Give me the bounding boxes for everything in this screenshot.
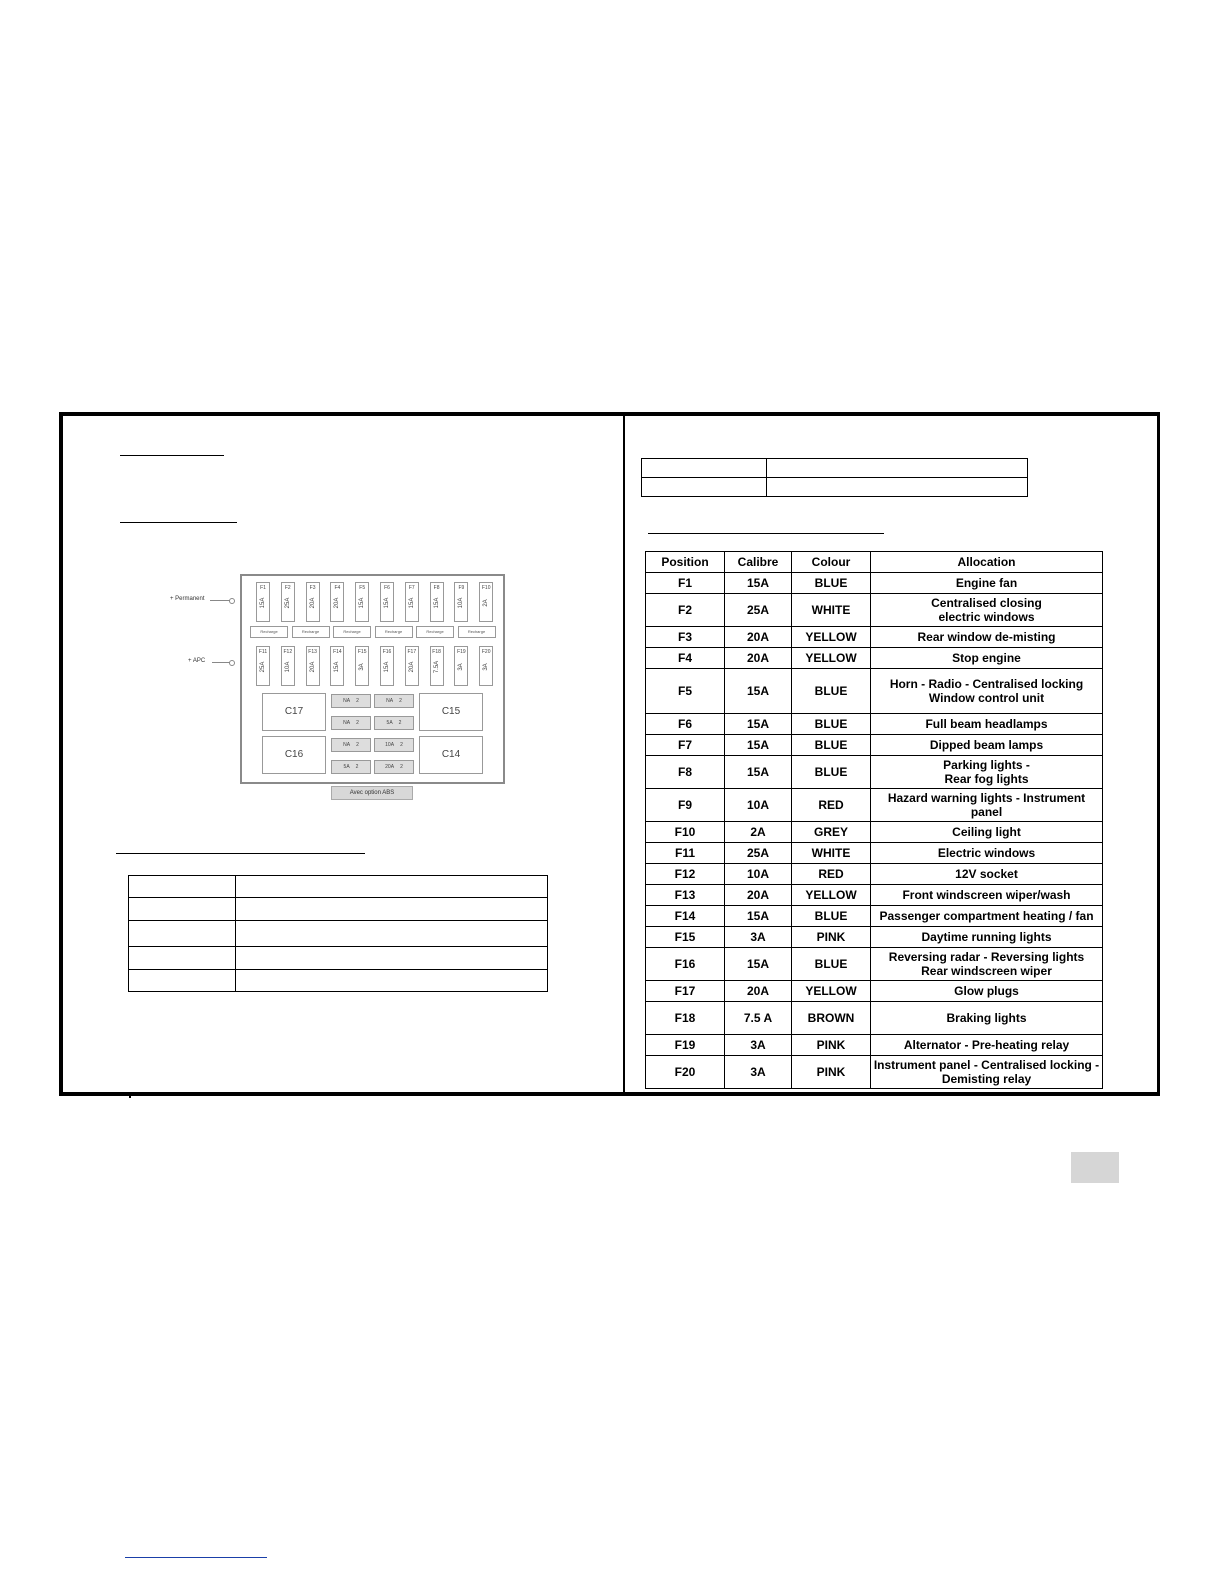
fuse-slot	[256, 582, 270, 622]
column-divider	[623, 416, 625, 1092]
cell-allocation: Full beam headlamps	[871, 714, 1103, 735]
cell-colour: BLUE	[792, 714, 871, 735]
fuse-slot	[454, 582, 468, 622]
relay-slot	[374, 694, 414, 708]
relay-mark: 2	[400, 742, 403, 748]
fuse-allocation-table	[645, 551, 1103, 1089]
heading-underline-1	[120, 455, 224, 456]
fuse-value: 3A	[483, 663, 490, 671]
relay-label: NA	[343, 742, 351, 748]
cell-calibre: 7.5 A	[725, 1002, 792, 1035]
cell-colour: BLUE	[792, 948, 871, 981]
fuse-value: 20A	[309, 597, 316, 609]
fuse-id: F16	[382, 649, 392, 655]
cell-calibre: 3A	[725, 1035, 792, 1056]
cell-calibre: 15A	[725, 735, 792, 756]
cell-position: F1	[646, 573, 725, 594]
table-row	[646, 1002, 1103, 1035]
fuse-value: 15A	[334, 661, 341, 673]
cell-allocation: Stop engine	[871, 648, 1103, 669]
table-cell	[642, 478, 767, 497]
cell-colour: BLUE	[792, 669, 871, 714]
fuse-value: 25A	[284, 597, 291, 609]
table-row	[129, 876, 548, 898]
cell-colour: YELLOW	[792, 885, 871, 906]
table-row	[646, 714, 1103, 735]
fuse-slot	[330, 582, 344, 622]
fuse-id: F1	[260, 585, 266, 591]
permanent-label: + Permanent	[170, 596, 205, 602]
cell-calibre: 20A	[725, 648, 792, 669]
table-cell	[236, 898, 548, 921]
table-row	[646, 885, 1103, 906]
cell-allocation: Electric windows	[871, 843, 1103, 864]
table-cell	[236, 876, 548, 898]
relay-slot	[331, 738, 371, 752]
cell-colour: PINK	[792, 1035, 871, 1056]
relay-slot	[331, 716, 371, 730]
relay-label: 5A	[386, 720, 393, 726]
table-row	[646, 573, 1103, 594]
cell-calibre: 20A	[725, 981, 792, 1002]
cell-calibre: 15A	[725, 756, 792, 789]
allocation-line: panel	[970, 805, 1003, 819]
table-row	[129, 970, 548, 992]
cell-colour: GREY	[792, 822, 871, 843]
relay-label: 20A	[385, 764, 395, 770]
cell-position: F16	[646, 948, 725, 981]
apc-arrow	[212, 662, 232, 663]
fuse-id: F19	[457, 649, 466, 655]
cell-calibre: 15A	[725, 573, 792, 594]
cell-calibre: 20A	[725, 627, 792, 648]
cell-allocation: Front windscreen wiper/wash	[871, 885, 1103, 906]
fuse-id: F6	[384, 585, 390, 591]
relay-mark: 2	[355, 764, 359, 770]
allocation-line: Window control unit	[928, 691, 1045, 705]
fuse-id: F5	[359, 585, 366, 591]
cell-position: F19	[646, 1035, 725, 1056]
left-empty-table	[128, 875, 548, 992]
fuse-value: 15A	[384, 597, 390, 609]
table-cell	[129, 898, 236, 921]
table-cell	[642, 459, 767, 478]
table-row	[642, 478, 1028, 497]
cell-allocation: Ceiling light	[871, 822, 1103, 843]
allocation-line: Rear windscreen wiper	[921, 964, 1052, 978]
cell-calibre: 2A	[725, 822, 792, 843]
fuse-id: F15	[357, 649, 367, 655]
cell-position: F11	[646, 843, 725, 864]
cell-position: F20	[646, 1056, 725, 1089]
fuse-slot	[405, 646, 419, 686]
cell-calibre: 15A	[725, 714, 792, 735]
cell-allocation: Passenger compartment heating / fan	[871, 906, 1103, 927]
cell-allocation: 12V socket	[871, 864, 1103, 885]
table-row	[646, 981, 1103, 1002]
table-row	[646, 822, 1103, 843]
cell-position: F13	[646, 885, 725, 906]
cell-colour: BLUE	[792, 573, 871, 594]
table-row	[646, 927, 1103, 948]
fuse-table-body	[646, 573, 1103, 1089]
fuse-id: F13	[308, 649, 317, 655]
table-row	[646, 735, 1103, 756]
fuse-slot	[306, 582, 320, 622]
fuse-slot	[405, 582, 419, 622]
table-cell	[236, 921, 548, 947]
allocation-line: Parking lights -	[943, 758, 1030, 772]
cell-calibre: 15A	[725, 906, 792, 927]
cell-colour: PINK	[792, 927, 871, 948]
table-row	[129, 921, 548, 947]
table-cell	[129, 876, 236, 898]
cell-calibre: 20A	[725, 885, 792, 906]
fuse-value: 3A	[458, 663, 465, 671]
allocation-line: electric windows	[938, 610, 1035, 624]
cell-colour: BLUE	[792, 735, 871, 756]
relay-label: 10A	[385, 742, 395, 748]
table-row	[646, 756, 1103, 789]
fuse-id: F12	[283, 649, 293, 655]
cell-position: F14	[646, 906, 725, 927]
cell-allocation	[871, 1056, 1103, 1089]
cell-calibre: 15A	[725, 948, 792, 981]
table-header-row	[646, 552, 1103, 573]
fuse-box-outline	[240, 574, 505, 784]
right-empty-table	[641, 458, 1028, 497]
cell-colour: YELLOW	[792, 981, 871, 1002]
cell-position: F18	[646, 1002, 725, 1035]
fuse-slot	[355, 582, 369, 622]
relay-slot	[374, 738, 414, 752]
fuse-value: 20A	[309, 661, 316, 673]
fuse-id: F10	[481, 585, 491, 591]
apc-label: + APC	[188, 658, 206, 664]
allocation-line: Centralised closing	[931, 596, 1042, 610]
recharge-slot: Recharge	[250, 626, 288, 638]
header-colour: Colour	[792, 552, 871, 573]
header-calibre: Calibre	[725, 552, 792, 573]
fuse-value: 7.5A	[433, 660, 440, 674]
page-number-box	[1071, 1152, 1119, 1183]
cell-position: F6	[646, 714, 725, 735]
cell-allocation: Daytime running lights	[871, 927, 1103, 948]
cell-colour: RED	[792, 864, 871, 885]
cell-calibre: 10A	[725, 864, 792, 885]
cell-position: F12	[646, 864, 725, 885]
allocation-line: Hazard warning lights - Instrument	[887, 791, 1086, 805]
fuse-id: F11	[258, 649, 268, 655]
table-row	[642, 459, 1028, 478]
table-row	[646, 948, 1103, 981]
recharge-slot: Recharge	[375, 626, 413, 638]
table-row	[646, 594, 1103, 627]
fuse-id: F4	[334, 585, 341, 591]
recharge-slot: Recharge	[292, 626, 330, 638]
relay-slot	[331, 760, 371, 774]
cell-allocation: Alternator - Pre-heating relay	[871, 1035, 1103, 1056]
fuse-slot	[430, 646, 444, 686]
fuse-id: F9	[458, 585, 465, 591]
cell-position: F9	[646, 789, 725, 822]
fuse-id: F7	[408, 585, 415, 591]
cell-allocation: Rear window de-misting	[871, 627, 1103, 648]
cell-colour: BLUE	[792, 756, 871, 789]
cell-position: F15	[646, 927, 725, 948]
cell-position: F7	[646, 735, 725, 756]
cell-colour: RED	[792, 789, 871, 822]
recharge-slot: Recharge	[333, 626, 371, 638]
cell-position: F8	[646, 756, 725, 789]
cell-position: F3	[646, 627, 725, 648]
relay-mark: 2	[356, 720, 359, 726]
compartment-c15: C15	[419, 693, 483, 731]
fuse-slot	[256, 646, 270, 686]
cell-calibre: 3A	[725, 1056, 792, 1089]
cell-allocation: Dipped beam lamps	[871, 735, 1103, 756]
fuse-id: F3	[309, 585, 316, 591]
header-allocation: Allocation	[871, 552, 1103, 573]
compartment-c14: C14	[419, 736, 483, 774]
fuse-id: F14	[333, 649, 342, 655]
cell-calibre: 25A	[725, 594, 792, 627]
fuse-value: 20A	[408, 661, 415, 673]
cell-position: F4	[646, 648, 725, 669]
table-row	[646, 1056, 1103, 1089]
table-row	[646, 843, 1103, 864]
fuse-slot	[479, 582, 493, 622]
cell-calibre: 15A	[725, 669, 792, 714]
relay-label: NA	[386, 698, 394, 704]
footer-rule	[125, 1557, 267, 1558]
fuse-value: 15A	[408, 597, 415, 609]
fuse-value: 15A	[384, 661, 390, 673]
compartment-c16: C16	[262, 736, 326, 774]
relay-slot	[374, 760, 414, 774]
recharge-slot: Recharge	[458, 626, 496, 638]
fuse-value: 10A	[458, 597, 465, 609]
allocation-line: Rear fog lights	[944, 772, 1029, 786]
cell-allocation	[871, 948, 1103, 981]
cell-position: F2	[646, 594, 725, 627]
table-row	[646, 627, 1103, 648]
fuse-slot	[281, 646, 295, 686]
table-cell	[129, 947, 236, 970]
cell-colour: BROWN	[792, 1002, 871, 1035]
cell-allocation	[871, 756, 1103, 789]
table-cell	[129, 921, 236, 947]
fuse-slot	[479, 646, 493, 686]
cell-colour: YELLOW	[792, 648, 871, 669]
fuse-id: F20	[481, 649, 491, 655]
allocation-line: Horn - Radio - Centralised locking	[889, 677, 1084, 691]
cell-allocation	[871, 669, 1103, 714]
relay-mark: 2	[356, 742, 359, 748]
allocation-line: Demisting relay	[941, 1072, 1032, 1086]
table-row	[646, 789, 1103, 822]
cell-calibre: 10A	[725, 789, 792, 822]
relay-slot	[374, 716, 414, 730]
table-row	[646, 648, 1103, 669]
frame-tick	[129, 1092, 131, 1098]
relay-mark: 2	[356, 698, 359, 704]
relay-mark: 2	[399, 698, 402, 704]
fuse-id: F17	[407, 649, 417, 655]
fuse-id: F2	[284, 585, 291, 591]
fuse-value: 15A	[260, 597, 266, 609]
permanent-arrow	[210, 600, 232, 601]
fuse-value: 15A	[433, 597, 440, 609]
fuse-value: 15A	[359, 597, 366, 609]
relay-label: NA	[343, 698, 351, 704]
table-cell	[767, 459, 1028, 478]
cell-position: F10	[646, 822, 725, 843]
fuse-slot	[430, 582, 444, 622]
cell-allocation	[871, 594, 1103, 627]
relay-label: 5A	[343, 764, 350, 770]
table-cell	[767, 478, 1028, 497]
recharge-slot: Recharge	[416, 626, 454, 638]
fuse-value: 10A	[284, 661, 291, 673]
cell-colour: WHITE	[792, 843, 871, 864]
table-row	[646, 906, 1103, 927]
header-position: Position	[646, 552, 725, 573]
fuse-slot	[355, 646, 369, 686]
table-row	[646, 1035, 1103, 1056]
table-row	[129, 947, 548, 970]
allocation-line: Reversing radar - Reversing lights	[888, 950, 1085, 964]
fuse-slot	[306, 646, 320, 686]
fuse-slot	[380, 582, 394, 622]
fuse-slot	[380, 646, 394, 686]
cell-allocation: Glow plugs	[871, 981, 1103, 1002]
relay-label: NA	[343, 720, 351, 726]
heading-underline-3	[116, 853, 365, 854]
table-row	[646, 864, 1103, 885]
table-row	[129, 898, 548, 921]
relay-mark: 2	[400, 764, 403, 770]
cell-position: F17	[646, 981, 725, 1002]
cell-allocation: Engine fan	[871, 573, 1103, 594]
table-row	[646, 669, 1103, 714]
table-cell	[236, 947, 548, 970]
cell-allocation	[871, 789, 1103, 822]
table-cell	[129, 970, 236, 992]
cell-colour: WHITE	[792, 594, 871, 627]
cell-colour: BLUE	[792, 906, 871, 927]
cell-calibre: 3A	[725, 927, 792, 948]
cell-colour: PINK	[792, 1056, 871, 1089]
heading-underline-4	[648, 533, 884, 534]
abs-option-label: Avec option ABS	[331, 786, 413, 800]
fuse-value: 20A	[334, 597, 341, 609]
fuse-value: 2A	[483, 599, 490, 607]
fuse-box-diagram	[166, 572, 516, 804]
fuse-slot	[330, 646, 344, 686]
table-cell	[236, 970, 548, 992]
fuse-value: 3A	[359, 663, 366, 671]
heading-underline-2	[120, 522, 237, 523]
fuse-slot	[281, 582, 295, 622]
relay-slot	[331, 694, 371, 708]
fuse-id: F8	[433, 585, 440, 591]
compartment-c17: C17	[262, 693, 326, 731]
allocation-line: Instrument panel - Centralised locking -	[873, 1058, 1100, 1072]
cell-position: F5	[646, 669, 725, 714]
cell-colour: YELLOW	[792, 627, 871, 648]
cell-allocation: Braking lights	[871, 1002, 1103, 1035]
cell-calibre: 25A	[725, 843, 792, 864]
fuse-value: 25A	[260, 661, 266, 673]
fuse-id: F18	[432, 649, 441, 655]
fuse-slot	[454, 646, 468, 686]
relay-mark: 2	[398, 720, 402, 726]
